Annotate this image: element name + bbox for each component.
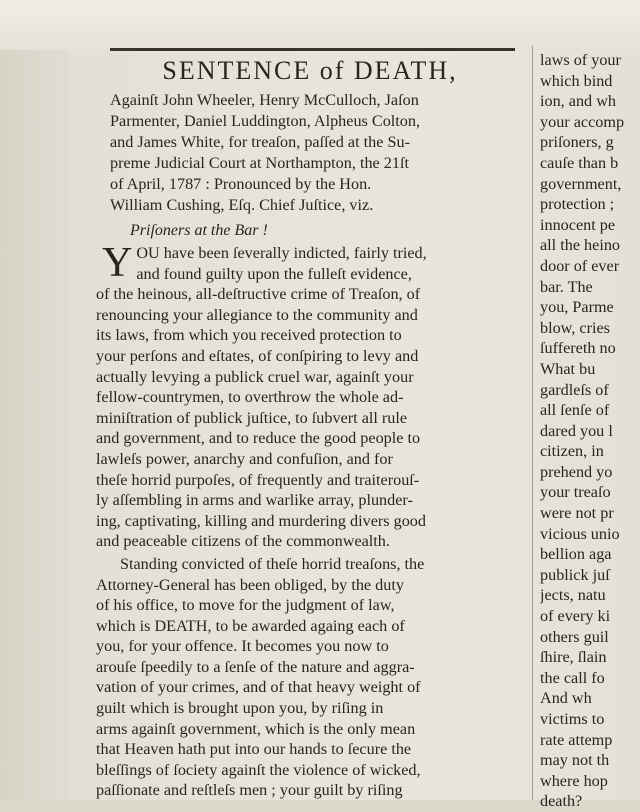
text-line: actually levying a publick cruel war, againſt your	[96, 367, 414, 386]
right-column-line: you, Parme	[540, 298, 614, 317]
text-line: its laws, from which you received protection to	[96, 326, 402, 345]
text-line: that Heaven hath put into our hands to ſecure the	[96, 740, 412, 759]
text-line: theſe horrid purpoſes, of frequently and traiterouſ-	[96, 470, 420, 489]
text-line: bleſſings of ſociety againſt the violence of wicked,	[96, 760, 421, 779]
right-column-line: your accomp	[540, 112, 625, 131]
intro-line: preme Judicial Court at Northampton, the 21ſt	[110, 154, 409, 172]
text-line: of his office, to move for the judgment of law,	[96, 596, 395, 615]
right-column-line: ion, and wh	[540, 92, 616, 111]
text-line: ing, captivating, killing and murdering divers good	[96, 511, 426, 530]
right-column-line: rate attemp	[540, 730, 613, 749]
right-column-line: were not pr	[540, 504, 614, 523]
right-column-line: death?	[540, 792, 583, 811]
text-line: of the heinous, all-deſtructive crime of Treaſon, of	[96, 285, 421, 304]
right-column-line: others guil	[540, 627, 609, 646]
text-line: ly aſſembling in arms and warlike array, plunder-	[96, 491, 413, 510]
right-column-line: ſhire, ſlain	[540, 648, 607, 667]
text-line: miniſtration of publick juſtice, to ſubvert all rule	[96, 408, 408, 427]
text-line: OU have been ſeverally indicted, fairly tried,	[136, 244, 427, 262]
right-column-line: vicious unio	[540, 524, 620, 543]
text-line: lawleſs power, anarchy and confuſion, and for	[96, 449, 393, 468]
text-line: you, for your offence. It becomes you now to	[96, 637, 389, 656]
right-column-line: prehend yo	[540, 462, 613, 481]
right-column-line: protection ;	[540, 195, 615, 214]
text-line: Standing convicted of theſe horrid treaſons, the	[120, 554, 425, 573]
right-column-line: bellion aga	[540, 545, 612, 564]
intro-line: of April, 1787 : Pronounced by the Hon.	[110, 175, 372, 193]
right-column-line: of every ki	[540, 607, 611, 626]
right-column-fragment	[540, 50, 640, 812]
text-line: and peaceable citizens of the commonwealth.	[96, 532, 390, 551]
right-column-line: blow, cries	[540, 318, 610, 337]
text-line: Attorney-General has been obliged, by the duty	[96, 575, 404, 594]
right-column-line: innocent pe	[540, 215, 616, 234]
intro-line: William Cushing, Eſq. Chief Juſtice, viz.	[110, 196, 374, 214]
right-column-line: priſoners, g	[540, 133, 614, 152]
right-column-line: laws of your	[540, 51, 621, 69]
right-column-line: all the heino	[540, 236, 621, 255]
text-line: renouncing your allegiance to the community and	[96, 305, 418, 324]
text-line: arms againſt government, which is the only mean	[96, 719, 416, 738]
right-column-line: where hop	[540, 771, 608, 790]
right-column-line: jects, natu	[540, 586, 606, 605]
article-intro	[96, 90, 524, 216]
right-column-line: ſuffereth no	[540, 339, 616, 358]
article-title: SENTENCE of DEATH,	[162, 56, 458, 85]
right-column-line: all ſenſe of	[540, 401, 610, 420]
text-line: vation of your crimes, and of that heavy weight of	[96, 678, 421, 697]
main-article-column	[96, 56, 524, 801]
text-line: and government, and to reduce the good people to	[96, 429, 421, 448]
right-column-line: may not th	[540, 751, 610, 770]
right-column-line: the call fo	[540, 668, 605, 687]
text-line: fellow-countrymen, to overthrow the whole ad-	[96, 388, 404, 407]
text-line: arouſe ſpeedily to a ſenſe of the nature and aggra-	[96, 657, 415, 676]
intro-line: Againſt John Wheeler, Henry McCulloch, Jaſon	[110, 91, 419, 109]
column-separator	[532, 46, 533, 800]
drop-cap: Y	[102, 240, 133, 286]
right-column-line: And wh	[540, 689, 592, 708]
right-column-line: cauſe than b	[540, 153, 619, 172]
right-column-line: What bu	[540, 359, 596, 378]
right-column-line: victims to	[540, 710, 605, 728]
right-column-line: gardleſs of	[540, 380, 609, 399]
right-column-line: dared you l	[540, 421, 613, 440]
page-gutter-shadow	[0, 0, 70, 800]
text-line: paſſionate and reſtleſs men ; your guilt by riſing	[96, 781, 403, 800]
intro-line: and James White, for treaſon, paſſed at the Su-	[110, 133, 410, 151]
text-line: your perſons and eſtates, of conſpiring to levy and	[96, 346, 419, 365]
text-line: guilt which is brought upon you, by riſing in	[96, 699, 384, 718]
page-top-margin	[0, 0, 640, 50]
right-column-line: which bind	[540, 71, 613, 90]
right-column-line: door of ever	[540, 256, 620, 275]
right-column-line: publick juſ	[540, 565, 610, 584]
right-column-line: citizen, in	[540, 442, 604, 461]
right-column-line: your treaſo	[540, 483, 611, 502]
address-to-prisoners: Priſoners at the Bar !	[130, 222, 268, 239]
paragraph-1	[96, 240, 524, 552]
text-line: which is DEATH, to be awarded againg each of	[96, 616, 405, 635]
column-head-rule	[110, 48, 515, 51]
intro-line: Parmenter, Daniel Luddington, Alpheus Colton,	[110, 112, 421, 130]
right-column-line: bar. The	[540, 277, 593, 296]
right-column-line: government,	[540, 174, 622, 193]
paragraph-2	[96, 554, 524, 801]
text-line: and found guilty upon the fulleſt evidence,	[136, 264, 412, 283]
